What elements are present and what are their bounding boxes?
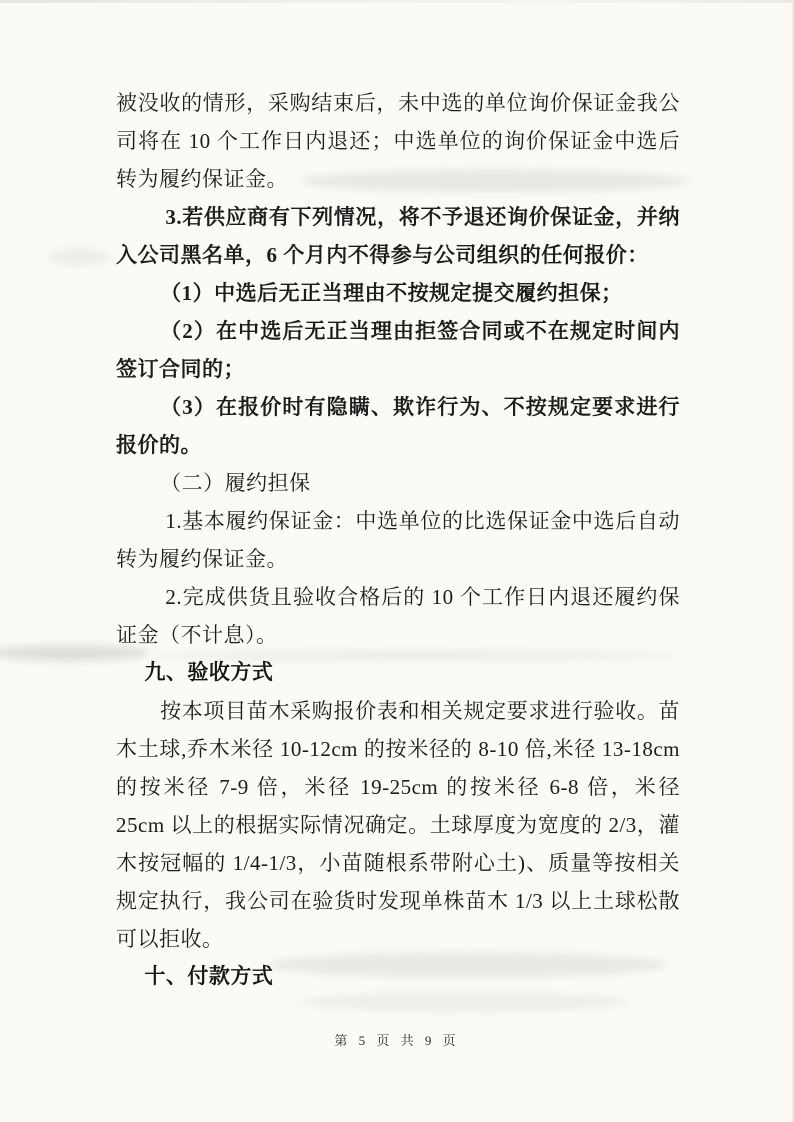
page-number-footer: 第 5 页 共 9 页 [334,1033,460,1048]
clause-3-paragraph: 3.若供应商有下列情况，将不予退还询价保证金，并纳入公司黑名单，6 个月内不得参与公司组织的任何报价： [116,205,680,267]
clause-3-item-3: （3）在报价时有隐瞒、欺诈行为、不按规定要求进行报价的。 [116,395,680,457]
scan-edge-top [0,0,794,3]
section-2-item-2: 2.完成供货且验收合格后的 10 个工作日内退还履约保证金（不计息）。 [116,585,680,647]
paragraph-carryover: 被没收的情形，采购结束后，未中选的单位询价保证金我公司将在 10 个工作日内退还；中选单位的询价保证金中选后转为履约保证金。 [116,91,680,191]
clause-3-item-2: （2）在中选后无正当理由拒签合同或不在规定时间内签订合同的； [116,319,680,381]
section-9-heading: 九、验收方式 [144,661,274,684]
section-9-paragraph: 按本项目苗木采购报价表和相关规定要求进行验收。苗木土球,乔木米径 10-12cm 的按米径的 8-10 倍,米径 13-18cm 的按米径 7-9 倍，米径 19-25cm 的按米径 6-8 倍，米径 25cm 以上的根据实际情况确定。土球厚度为宽度的 2/3，灌木按冠幅的 1/4-1/3，小苗随根系带附心土)、质量等按相关规定执行，我公司在验货时发现单株苗木 1/3 以上土球松散可以拒收。 [116,699,680,951]
clause-3-item-1: （1）中选后无正当理由不按规定提交履约担保； [160,281,623,305]
section-10-heading: 十、付款方式 [144,965,274,988]
scan-artifact [48,248,110,266]
page-content [116,84,680,996]
section-2-heading: （二）履约担保 [160,471,311,495]
section-2-item-1: 1.基本履约保证金：中选单位的比选保证金中选后自动转为履约保证金。 [116,509,680,571]
